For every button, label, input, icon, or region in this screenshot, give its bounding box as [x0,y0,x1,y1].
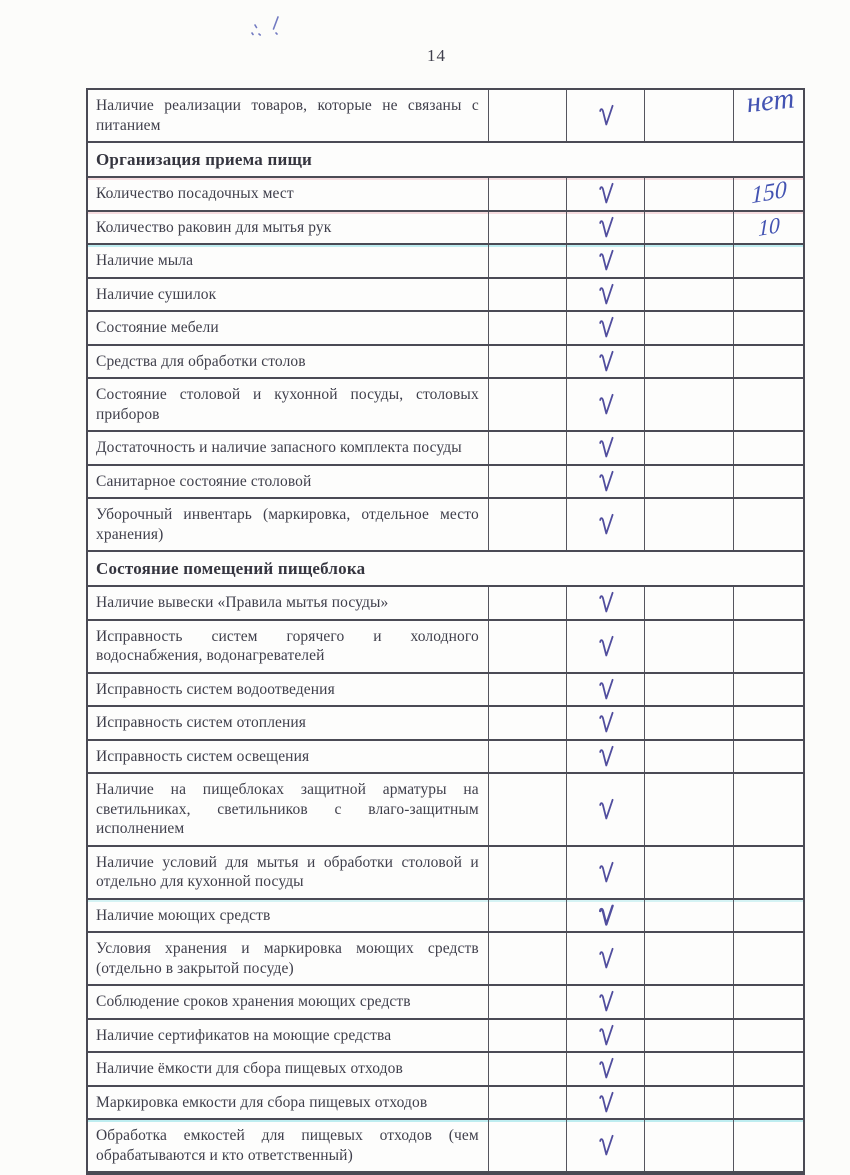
checkmark-icon [598,393,614,416]
check-cell [567,933,645,984]
note-cell [734,933,803,984]
note-cell [734,900,803,932]
row-label: Наличие моющих средств [88,900,489,932]
row-label: Маркировка емкости для сбора пищевых отходов [88,1087,489,1119]
row-label: Состояние мебели [88,312,489,344]
checkmark-icon [598,350,614,373]
checkmark-icon [598,798,614,821]
cell-col3 [645,279,734,311]
table-row [88,499,803,552]
row-label: Состояние столовой и кухонной посуды, столовых приборов [88,379,489,430]
table-row [88,933,803,986]
note-cell [734,1120,803,1171]
section-title: Состояние помещений пищеблока [96,559,366,578]
note-cell [734,245,803,277]
table-row [88,379,803,432]
cell-col3 [645,90,734,141]
checkmark-icon [598,182,614,205]
cell-col1 [489,1120,568,1171]
checkmark-icon [598,283,614,306]
checkmark-icon [598,591,614,614]
row-label: Наличие ёмкости для сбора пищевых отходов [88,1053,489,1085]
cell-col1 [489,312,568,344]
cell-col1 [489,621,568,672]
table-row [88,986,803,1020]
cell-col3 [645,674,734,706]
check-cell [567,674,645,706]
check-cell [567,90,645,141]
table-row [88,774,803,847]
check-cell [567,587,645,619]
check-cell [567,466,645,498]
cell-col1 [489,1087,568,1119]
table-row [88,741,803,775]
checkmark-icon [598,711,614,734]
checkmark-icon [598,436,614,459]
table-row [88,707,803,741]
note-cell [734,674,803,706]
checkmark-icon [598,745,614,768]
cell-col1 [489,279,568,311]
row-label: Количество посадочных мест [88,178,489,210]
cell-col1 [489,986,568,1018]
check-cell [567,1120,645,1171]
checkmark-icon [598,104,614,127]
row-label: Наличие мыла [88,245,489,277]
cell-col3 [645,1020,734,1052]
cell-col1 [489,1020,568,1052]
table-row [88,1053,803,1087]
cell-col1 [489,466,568,498]
row-label: Уборочный инвентарь (маркировка, отдельное место хранения) [88,499,489,550]
row-label: Наличие вывески «Правила мытья посуды» [88,587,489,619]
check-cell [567,212,645,244]
table-row [88,621,803,674]
note-cell [734,82,803,141]
handwritten-note: нет [744,82,796,120]
check-cell [567,621,645,672]
cell-col3 [645,933,734,984]
cell-col1 [489,212,568,244]
cell-col1 [489,432,568,464]
note-cell [734,986,803,1018]
cell-col3 [645,900,734,932]
cell-col1 [489,346,568,378]
note-cell [734,774,803,845]
table-row [88,432,803,466]
table-row [88,245,803,279]
check-cell [567,279,645,311]
cell-col1 [489,587,568,619]
row-label: Исправность систем освещения [88,741,489,773]
note-cell [734,621,803,672]
cell-col1 [489,90,568,141]
row-label: Соблюдение сроков хранения моющих средств [88,986,489,1018]
cell-col1 [489,245,568,277]
table-row [88,847,803,900]
table-row [88,1087,803,1121]
row-label: Обработка емкостей для пищевых отходов (чем обрабатываются и кто ответственный) [88,1120,489,1171]
check-cell [567,774,645,845]
check-cell [567,346,645,378]
cell-col3 [645,986,734,1018]
note-cell [734,212,803,244]
checkmark-icon [598,947,614,970]
cell-col3 [645,847,734,898]
row-label: Наличие на пищеблоках защитной арматуры на светильниках, светильников с влаго-защитным исполнением [88,774,489,845]
cell-col3 [645,346,734,378]
note-cell [734,466,803,498]
cell-col3 [645,1087,734,1119]
table-row [88,312,803,346]
table-row [88,346,803,380]
checkmark-icon [598,1091,614,1114]
table-row [88,900,803,934]
table-row [88,674,803,708]
row-label: Наличие сушилок [88,279,489,311]
check-cell [567,707,645,739]
cell-col1 [489,707,568,739]
checkmark-icon [598,470,614,493]
checkmark-icon [598,635,614,658]
cell-col3 [645,245,734,277]
note-cell [734,1087,803,1119]
check-cell [567,1020,645,1052]
note-cell [734,178,803,210]
cell-col1 [489,178,568,210]
cell-col3 [645,774,734,845]
check-cell [567,1087,645,1119]
cell-col3 [645,432,734,464]
row-label: Исправность систем горячего и холодного водоснабжения, водонагревателей [88,621,489,672]
checkmark-icon [598,904,614,927]
note-cell [734,1020,803,1052]
note-cell [734,707,803,739]
check-cell [567,900,645,932]
table-section-row [88,143,803,178]
cell-col1 [489,1053,568,1085]
checkmark-icon [598,216,614,239]
cell-col3 [645,1053,734,1085]
table-row [88,1120,803,1173]
row-label: Исправность систем водоотведения [88,674,489,706]
pen-marks-icon [247,13,293,43]
row-label: Условия хранения и маркировка моющих средств (отдельно в закрытой посуде) [88,933,489,984]
note-cell [734,587,803,619]
note-cell [734,279,803,311]
checkmark-icon [598,249,614,272]
checkmark-icon [598,861,614,884]
page-number: 14 [427,46,446,65]
cell-col1 [489,674,568,706]
row-label: Наличие сертификатов на моющие средства [88,1020,489,1052]
handwritten-note: 10 [757,212,780,242]
cell-col3 [645,741,734,773]
cell-col3 [645,499,734,550]
check-cell [567,847,645,898]
row-label: Исправность систем отопления [88,707,489,739]
check-cell [567,178,645,210]
check-cell [567,312,645,344]
cell-col1 [489,379,568,430]
table-row [88,279,803,313]
note-cell [734,346,803,378]
row-label: Количество раковин для мытья рук [88,212,489,244]
cell-col3 [645,178,734,210]
handwritten-note: 150 [750,176,787,210]
note-cell [734,379,803,430]
checkmark-icon [598,678,614,701]
cell-col1 [489,933,568,984]
check-cell [567,245,645,277]
check-cell [567,499,645,550]
cell-col3 [645,621,734,672]
check-cell [567,432,645,464]
check-cell [567,986,645,1018]
cell-col3 [645,587,734,619]
table-row [88,1020,803,1054]
note-cell [734,499,803,550]
table-row [88,178,803,212]
cell-col3 [645,212,734,244]
checkmark-icon [598,316,614,339]
checkmark-icon [598,990,614,1013]
checkmark-icon [598,1057,614,1080]
check-cell [567,741,645,773]
cell-col3 [645,312,734,344]
row-label: Достаточность и наличие запасного комплекта посуды [88,432,489,464]
note-cell [734,312,803,344]
cell-col1 [489,900,568,932]
check-cell [567,379,645,430]
checklist-table [86,82,805,1175]
note-cell [734,432,803,464]
checkmark-icon [598,1134,614,1157]
cell-col3 [645,1120,734,1171]
cell-col1 [489,774,568,845]
note-cell [734,847,803,898]
row-label: Наличие условий для мытья и обработки столовой и отдельно для кухонной посуды [88,847,489,898]
row-label: Наличие реализации товаров, которые не связаны с питанием [88,90,489,141]
note-cell [734,741,803,773]
row-label: Санитарное состояние столовой [88,466,489,498]
row-label: Средства для обработки столов [88,346,489,378]
cell-col1 [489,847,568,898]
table-row [88,587,803,621]
cell-col1 [489,741,568,773]
cell-col3 [645,466,734,498]
note-cell [734,1053,803,1085]
cell-col3 [645,707,734,739]
cell-col3 [645,379,734,430]
table-row [88,212,803,246]
section-title: Организация приема пищи [96,150,312,169]
table-row [88,82,803,143]
cell-col1 [489,499,568,550]
checkmark-icon [598,513,614,536]
table-row [88,466,803,500]
table-section-row [88,552,803,587]
check-cell [567,1053,645,1085]
checkmark-icon [598,1024,614,1047]
